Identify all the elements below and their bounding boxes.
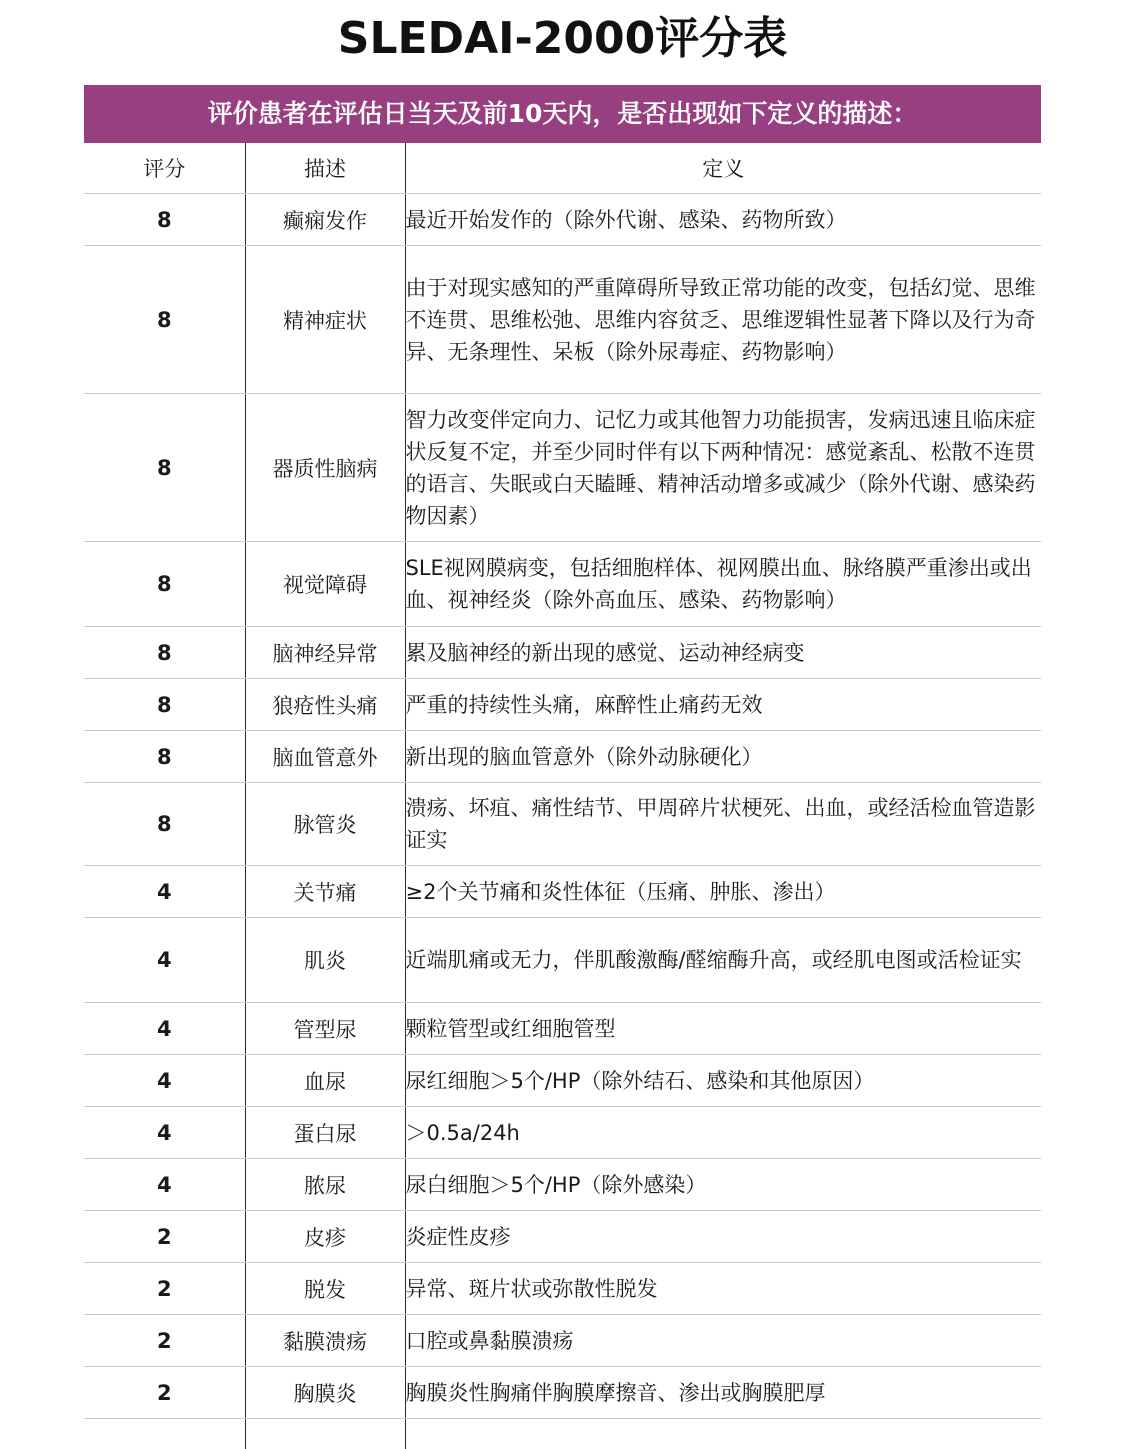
row-description: 脱发 bbox=[245, 1263, 405, 1315]
row-description: 脑血管意外 bbox=[245, 731, 405, 783]
header-score: 评分 bbox=[84, 143, 245, 194]
row-definition-empty bbox=[405, 1419, 1041, 1449]
row-definition: 炎症性皮疹 bbox=[405, 1211, 1041, 1263]
row-score: 4 bbox=[84, 1107, 245, 1159]
table-row bbox=[84, 394, 1041, 542]
row-description: 视觉障碍 bbox=[245, 542, 405, 627]
table-row bbox=[84, 783, 1041, 866]
row-score: 8 bbox=[84, 783, 245, 866]
row-description: 关节痛 bbox=[245, 866, 405, 918]
table-row bbox=[84, 1263, 1041, 1315]
row-description-empty bbox=[245, 1419, 405, 1449]
page-title: SLEDAI-2000评分表 bbox=[0, 10, 1125, 68]
row-description: 精神症状 bbox=[245, 246, 405, 394]
table-row bbox=[84, 542, 1041, 627]
table-row bbox=[84, 1211, 1041, 1263]
row-description: 管型尿 bbox=[245, 1003, 405, 1055]
row-score: 2 bbox=[84, 1211, 245, 1263]
header-row bbox=[84, 143, 1041, 194]
row-definition: 最近开始发作的（除外代谢、感染、药物所致） bbox=[405, 194, 1041, 246]
row-score: 2 bbox=[84, 1315, 245, 1367]
header-definition: 定义 bbox=[405, 143, 1041, 194]
header-description: 描述 bbox=[245, 143, 405, 194]
table-row bbox=[84, 918, 1041, 1003]
row-score: 8 bbox=[84, 627, 245, 679]
row-definition: ＞0.5a/24h bbox=[405, 1107, 1041, 1159]
table-row bbox=[84, 1055, 1041, 1107]
row-definition: 新出现的脑血管意外（除外动脉硬化） bbox=[405, 731, 1041, 783]
row-score-empty bbox=[84, 1419, 245, 1449]
row-description: 黏膜溃疡 bbox=[245, 1315, 405, 1367]
row-score: 4 bbox=[84, 1159, 245, 1211]
row-description: 脓尿 bbox=[245, 1159, 405, 1211]
row-definition: ≥2个关节痛和炎性体征（压痛、肿胀、渗出） bbox=[405, 866, 1041, 918]
row-description: 脑神经异常 bbox=[245, 627, 405, 679]
row-description: 皮疹 bbox=[245, 1211, 405, 1263]
row-definition: 严重的持续性头痛，麻醉性止痛药无效 bbox=[405, 679, 1041, 731]
row-description: 器质性脑病 bbox=[245, 394, 405, 542]
row-definition: 口腔或鼻黏膜溃疡 bbox=[405, 1315, 1041, 1367]
table-row bbox=[84, 679, 1041, 731]
table-row bbox=[84, 731, 1041, 783]
row-score: 4 bbox=[84, 918, 245, 1003]
row-description: 脉管炎 bbox=[245, 783, 405, 866]
table-row bbox=[84, 1003, 1041, 1055]
table-row bbox=[84, 246, 1041, 394]
row-definition: 尿白细胞＞5个/HP（除外感染） bbox=[405, 1159, 1041, 1211]
row-description: 血尿 bbox=[245, 1055, 405, 1107]
row-definition: 智力改变伴定向力、记忆力或其他智力功能损害，发病迅速且临床症状反复不定，并至少同时伴有以下两种情况：感觉紊乱、松散不连贯的语言、失眠或白天瞌睡、精神活动增多或减少（除外代谢、感染药物因素） bbox=[405, 394, 1041, 542]
row-score: 8 bbox=[84, 679, 245, 731]
row-score: 4 bbox=[84, 1003, 245, 1055]
row-description: 癫痫发作 bbox=[245, 194, 405, 246]
table-row bbox=[84, 1367, 1041, 1419]
row-definition: 溃疡、坏疽、痛性结节、甲周碎片状梗死、出血，或经活检血管造影证实 bbox=[405, 783, 1041, 866]
row-definition: 由于对现实感知的严重障碍所导致正常功能的改变，包括幻觉、思维不连贯、思维松弛、思维内容贫乏、思维逻辑性显著下降以及行为奇异、无条理性、呆板（除外尿毒症、药物影响） bbox=[405, 246, 1041, 394]
row-score: 8 bbox=[84, 542, 245, 627]
row-definition: 胸膜炎性胸痛伴胸膜摩擦音、渗出或胸膜肥厚 bbox=[405, 1367, 1041, 1419]
row-definition: 尿红细胞＞5个/HP（除外结石、感染和其他原因） bbox=[405, 1055, 1041, 1107]
row-definition: SLE视网膜病变，包括细胞样体、视网膜出血、脉络膜严重渗出或出血、视神经炎（除外高血压、感染、药物影响） bbox=[405, 542, 1041, 627]
row-score: 8 bbox=[84, 194, 245, 246]
row-score: 4 bbox=[84, 866, 245, 918]
row-definition: 异常、斑片状或弥散性脱发 bbox=[405, 1263, 1041, 1315]
row-score: 4 bbox=[84, 1055, 245, 1107]
table-row bbox=[84, 1315, 1041, 1367]
table-row bbox=[84, 1159, 1041, 1211]
row-description: 胸膜炎 bbox=[245, 1367, 405, 1419]
row-score: 2 bbox=[84, 1367, 245, 1419]
table-row bbox=[84, 1107, 1041, 1159]
table-row-cut-off bbox=[84, 1419, 1041, 1449]
row-definition: 累及脑神经的新出现的感觉、运动神经病变 bbox=[405, 627, 1041, 679]
row-description: 蛋白尿 bbox=[245, 1107, 405, 1159]
table-banner: 评价患者在评估日当天及前10天内，是否出现如下定义的描述： bbox=[84, 85, 1041, 143]
row-definition: 颗粒管型或红细胞管型 bbox=[405, 1003, 1041, 1055]
table-row bbox=[84, 194, 1041, 246]
row-definition: 近端肌痛或无力，伴肌酸激酶/醛缩酶升高，或经肌电图或活检证实 bbox=[405, 918, 1041, 1003]
row-score: 8 bbox=[84, 394, 245, 542]
row-description: 狼疮性头痛 bbox=[245, 679, 405, 731]
row-score: 8 bbox=[84, 731, 245, 783]
table-row bbox=[84, 627, 1041, 679]
row-score: 2 bbox=[84, 1263, 245, 1315]
row-score: 8 bbox=[84, 246, 245, 394]
table-row bbox=[84, 866, 1041, 918]
sledai-table bbox=[84, 143, 1041, 1449]
row-description: 肌炎 bbox=[245, 918, 405, 1003]
